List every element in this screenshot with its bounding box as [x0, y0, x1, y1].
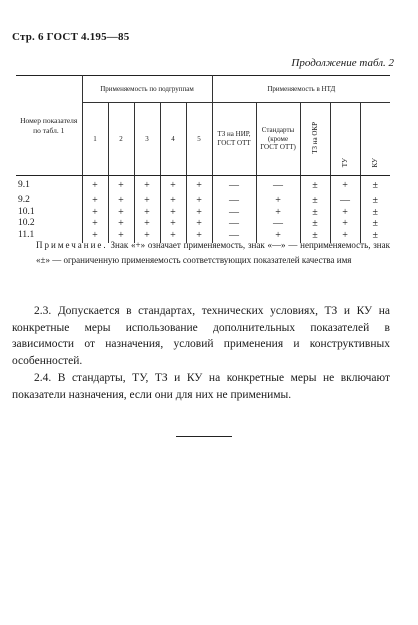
column-header-nomer: Номер показателя по табл. 1 [16, 76, 82, 176]
applicability-cell: + [82, 230, 108, 243]
applicability-cell: ± [300, 230, 330, 243]
page-title: Стр. 6 ГОСТ 4.195—85 [12, 31, 130, 43]
table-row [16, 195, 390, 207]
applicability-cell: + [134, 218, 160, 230]
applicability-cell: + [108, 230, 134, 243]
applicability-table [16, 75, 390, 243]
applicability-cell: + [186, 230, 212, 243]
applicability-cell: + [186, 176, 212, 196]
row-number: 9.1 [16, 176, 82, 196]
ntd-header-tu: ТУ [330, 103, 360, 176]
ntd-header-tz-okr: ТЗ на ОКР [300, 103, 330, 176]
applicability-cell: + [160, 207, 186, 219]
ntd-header-standards: Стандарты (кроме ГОСТ ОТТ) [256, 103, 300, 176]
applicability-cell: — [212, 207, 256, 219]
table-row [16, 207, 390, 219]
table-continuation-label: Продолжение табл. 2 [291, 57, 394, 69]
applicability-cell: — [212, 230, 256, 243]
subgroup-header: 4 [160, 103, 186, 176]
applicability-cell: ± [372, 229, 379, 241]
table-row [16, 218, 390, 230]
applicability-cell: + [186, 195, 212, 207]
applicability-cell: + [108, 176, 134, 196]
subgroup-header: 5 [186, 103, 212, 176]
subgroup-header: 1 [82, 103, 108, 176]
applicability-cell: — [330, 195, 360, 207]
applicability-cell: + [108, 218, 134, 230]
row-number: 10.2 [16, 218, 82, 230]
applicability-cell: — [256, 176, 300, 196]
applicability-cell: + [134, 176, 160, 196]
ntd-header-tz-nir: ТЗ на НИР, ГОСТ ОТТ [212, 103, 256, 176]
applicability-cell: ± [300, 207, 330, 219]
applicability-cell: ± [300, 218, 330, 230]
table-row [16, 176, 390, 196]
note-text: Знак «+» означает применяемость, знак «—» — неприменяемость, знак «±» — ограниченную применяемость соответствующих показателей качества имя [36, 240, 390, 265]
applicability-cell: + [160, 195, 186, 207]
ntd-header-ku: КУ [360, 103, 390, 176]
applicability-cell: + [186, 218, 212, 230]
applicability-cell: ± [372, 180, 379, 191]
applicability-cell: — [212, 176, 256, 196]
row-number: 11.1 [16, 230, 82, 243]
end-rule [176, 436, 232, 437]
applicability-cell: + [186, 207, 212, 219]
applicability-cell: + [108, 195, 134, 207]
applicability-cell: ± [372, 206, 379, 218]
applicability-cell: — [212, 195, 256, 207]
applicability-cell: + [330, 176, 360, 196]
note-label: Примечание. [36, 240, 108, 250]
applicability-cell: ± [372, 195, 379, 206]
subgroup-header: 3 [134, 103, 160, 176]
group-header-subgroups: Применяемость по подгруппам [82, 76, 212, 103]
applicability-cell: + [160, 218, 186, 230]
group-header-ntd: Применяемость в НТД [212, 76, 390, 103]
row-number: 10.1 [16, 207, 82, 219]
applicability-cell: + [134, 195, 160, 207]
applicability-cell: + [134, 230, 160, 243]
applicability-cell: + [82, 176, 108, 196]
applicability-cell: — [212, 218, 256, 230]
applicability-cell: + [82, 218, 108, 230]
subgroup-header: 2 [108, 103, 134, 176]
applicability-cell: + [134, 207, 160, 219]
applicability-cell: ± [300, 176, 330, 196]
applicability-cell: ± [300, 195, 330, 207]
applicability-cell: + [330, 218, 360, 230]
applicability-cell: + [256, 230, 300, 243]
applicability-cell: + [82, 207, 108, 219]
applicability-cell: + [160, 176, 186, 196]
applicability-cell: + [256, 207, 300, 219]
applicability-cell: ± [372, 218, 379, 229]
applicability-cell: + [82, 195, 108, 207]
paragraph-2-4: 2.4. В стандарты, ТУ, ТЗ и КУ на конкретные меры не включают показатели назначения, если они для них не применимы. [12, 372, 390, 401]
applicability-cell: — [256, 218, 300, 230]
table-note [36, 238, 390, 268]
table-body [16, 176, 390, 243]
applicability-cell: + [330, 230, 360, 243]
applicability-cell: + [330, 207, 360, 219]
row-number: 9.2 [16, 195, 82, 207]
table-header-row-1 [16, 76, 390, 103]
paragraph-2-3: 2.3. Допускается в стандартах, технических условиях, ТЗ и КУ на конкретные меры использование дополнительных показателей в зависимости от назначения, условий применения и конструктивных особенностей. [12, 305, 390, 367]
applicability-cell: + [160, 230, 186, 243]
applicability-cell: + [108, 207, 134, 219]
applicability-cell: + [256, 195, 300, 207]
